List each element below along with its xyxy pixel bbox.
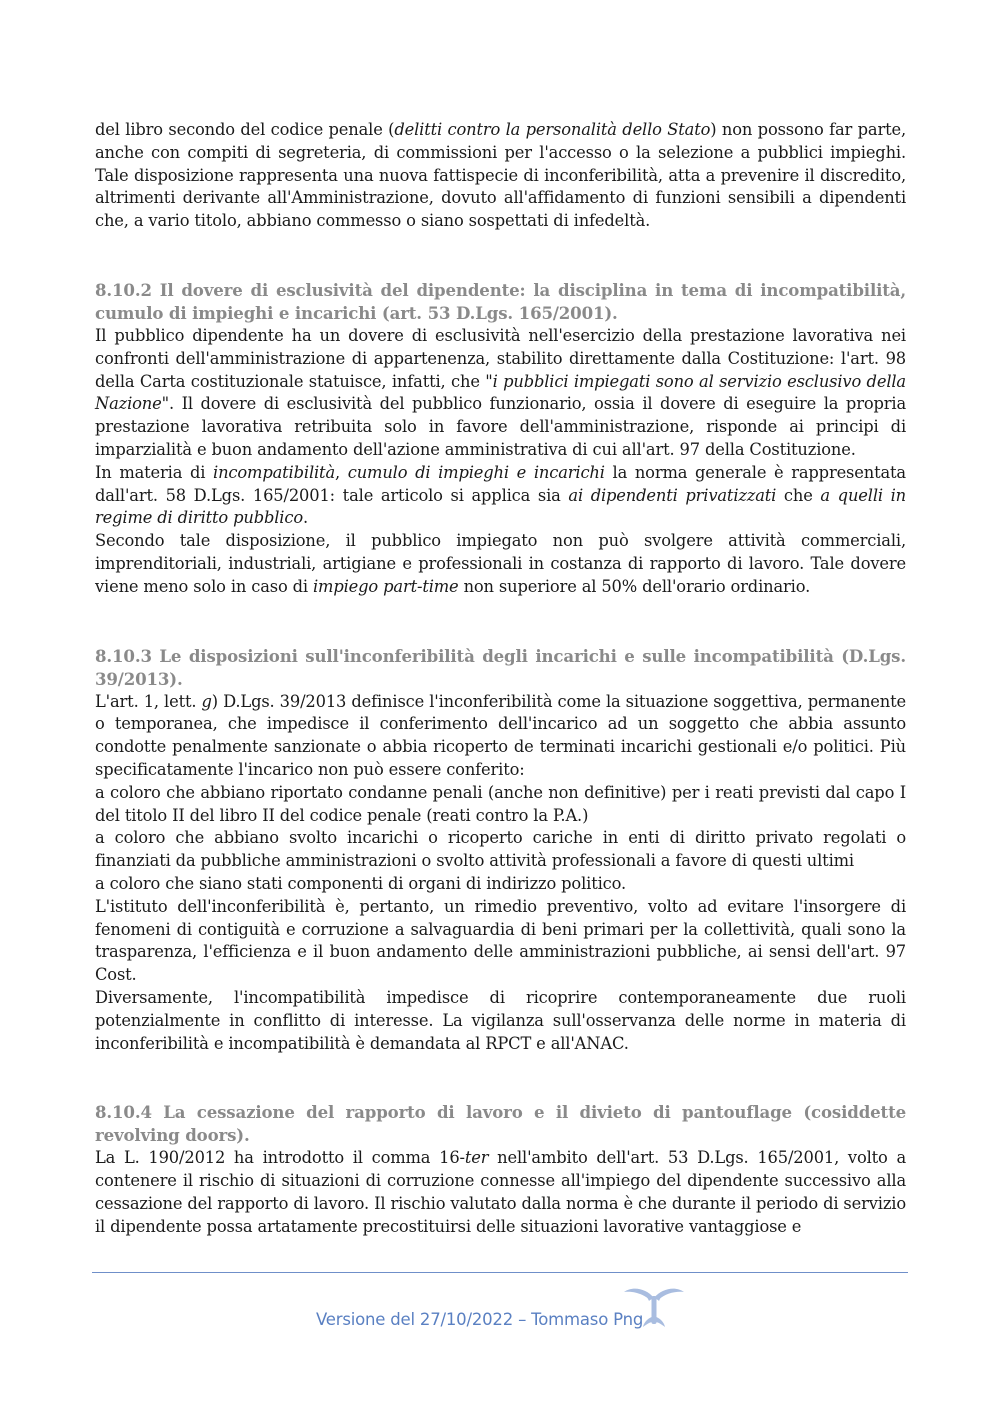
intro-paragraph — [95, 119, 906, 233]
section-heading: 8.10.2 Il dovere di esclusività del dipendente: la disciplina in tema di incompatibilità, cumulo di impieghi e incarichi (art. 53 D.Lgs. 165/2001). — [95, 279, 906, 323]
paragraph — [95, 530, 906, 598]
italic-run: impiego part-time — [313, 576, 459, 596]
list-paragraph: a coloro che abbiano riportato condanne penali (anche non definitive) per i reati previsti dal capo I del titolo II del libro II del codice penale (reati contro la P.A.) — [95, 782, 906, 825]
text-run: Il pubblico dipendente ha un dovere di esclusività nell'esercizio della prestazione lavorativa nei confronti dell'amministrazione di appartenenza, stabilito direttamente dalla Costituzione: l'art. 98 della Carta costituzionale statuisce, infatti, che " — [95, 325, 906, 391]
paragraph — [95, 1147, 906, 1238]
section-8-10-2 — [95, 279, 906, 599]
text-run: , — [335, 462, 348, 482]
section-heading: 8.10.4 La cessazione del rapporto di lavoro e il divieto di pantouflage (cosiddette revolving doors). — [95, 1102, 906, 1146]
document-body — [95, 119, 906, 1238]
paragraph — [95, 325, 906, 462]
paragraph — [95, 462, 906, 530]
stylized-plant-logo-icon — [622, 1284, 686, 1334]
section-gap — [95, 599, 906, 645]
list-paragraph: a coloro che siano stati componenti di organi di indirizzo politico. — [95, 873, 627, 893]
text-run: ) D.Lgs. 39/2013 definisce l'inconferibilità come la situazione soggettiva, permanente o temporanea, che impedisce il conferimento dell'incarico ad un soggetto che abbia assunto condotte penalmente sanzionate o abbia ricoperto de terminati incarichi gestionali e/o politici. Più specificatamente l'incarico non può essere conferito: — [95, 691, 907, 779]
section-8-10-3 — [95, 645, 906, 1056]
italic-run: ai dipendenti privatizzati — [568, 485, 777, 505]
text-run: del libro secondo del codice penale ( — [95, 120, 395, 139]
text-run: nell'ambito dell'art. 53 D.Lgs. 165/2001, volto a contenere il rischio di situazioni di corruzione connesse all'impiego del dipendente successivo alla cessazione del rapporto di lavoro. Il rischio valutato dalla norma è che durante il periodo di servizio il dipendente possa artatamente precostituirsi delle situazioni lavorative vantaggiose e — [95, 1148, 906, 1236]
text-run: La L. 190/2012 ha introdotto il comma 16- — [95, 1148, 465, 1168]
paragraph: L'istituto dell'inconferibilità è, pertanto, un rimedio preventivo, volto ad evitare l'insorgere di fenomeni di contiguità e corruzione a salvaguardia di beni primari per la collettività, quali sono la trasparenza, l'efficienza e il buon andamento delle amministrazioni pubbliche, ai sensi dell'art. 97 Cost. — [95, 896, 906, 985]
footer-version-text: Versione del 27/10/2022 – Tommaso Png — [316, 1310, 644, 1329]
section-gap — [95, 1055, 906, 1101]
italic-run: g — [201, 691, 212, 711]
text-run: la norma generale è rappresentata dall'art. 58 D.Lgs. 165/2001: tale articolo si applica sia — [95, 462, 906, 505]
italic-run: delitti contro la personalità dello Stato — [394, 120, 711, 139]
text-run: non superiore al 50% dell'orario ordinario. — [458, 576, 811, 596]
italic-run: i pubblici impiegati sono al servizio esclusivo della Nazione — [95, 371, 906, 414]
paragraph — [95, 691, 906, 782]
footer-divider — [92, 1272, 908, 1273]
text-run: . — [302, 508, 309, 528]
text-run: In materia di — [95, 462, 214, 482]
section-gap — [95, 233, 906, 279]
section-8-10-4 — [95, 1101, 906, 1238]
list-paragraph: a coloro che abbiano svolto incarichi o ricoperto cariche in enti di diritto privato regolati o finanziati da pubbliche amministrazioni o svolto attività professionali a favore di questi ultimi — [95, 828, 906, 871]
text-run: ) non possono far parte, anche con compiti di segreteria, di commissioni per l'accesso o la selezione a pubblici impieghi. Tale disposizione rappresenta una nuova fattispecie di inconferibilità, atta a prevenire il discredito, altrimenti derivante all'Amministrazione, dovuto all'affidamento di funzioni sensibili a dipendenti che, a vario titolo, abbiano commesso o siano sospettati di infedeltà. — [95, 120, 906, 231]
italic-run: incompatibilità — [213, 462, 336, 482]
text-run: Secondo tale disposizione, il pubblico impiegato non può svolgere attività commerciali, imprenditoriali, industriali, artigiane e professionali in costanza di rapporto di lavoro. Tale dovere viene meno solo in caso di — [95, 531, 906, 596]
text-run: che — [776, 485, 821, 505]
italic-run: cumulo di impieghi e incarichi — [347, 462, 605, 482]
italic-run: ter — [464, 1148, 489, 1168]
text-run: L'art. 1, lett. — [95, 691, 202, 711]
section-heading: 8.10.3 Le disposizioni sull'inconferibilità degli incarichi e sulle incompatibilità (D.Lgs. 39/2013). — [95, 645, 906, 689]
paragraph: Diversamente, l'incompatibilità impedisce di ricoprire contemporaneamente due ruoli potenzialmente in conflitto di interesse. La vigilanza sull'osservanza delle norme in materia di inconferibilità e incompatibilità è demandata al RPCT e all'ANAC. — [95, 987, 906, 1053]
text-run: ". Il dovere di esclusività del pubblico funzionario, ossia il dovere di eseguire la propria prestazione lavorativa retribuita solo in favore dell'amministrazione, risponde ai principi di imparzialità e buon andamento dell'azione amministrativa di cui all'art. 97 della Costituzione. — [95, 394, 906, 459]
italic-run: a quelli in regime di diritto pubblico — [95, 485, 907, 528]
